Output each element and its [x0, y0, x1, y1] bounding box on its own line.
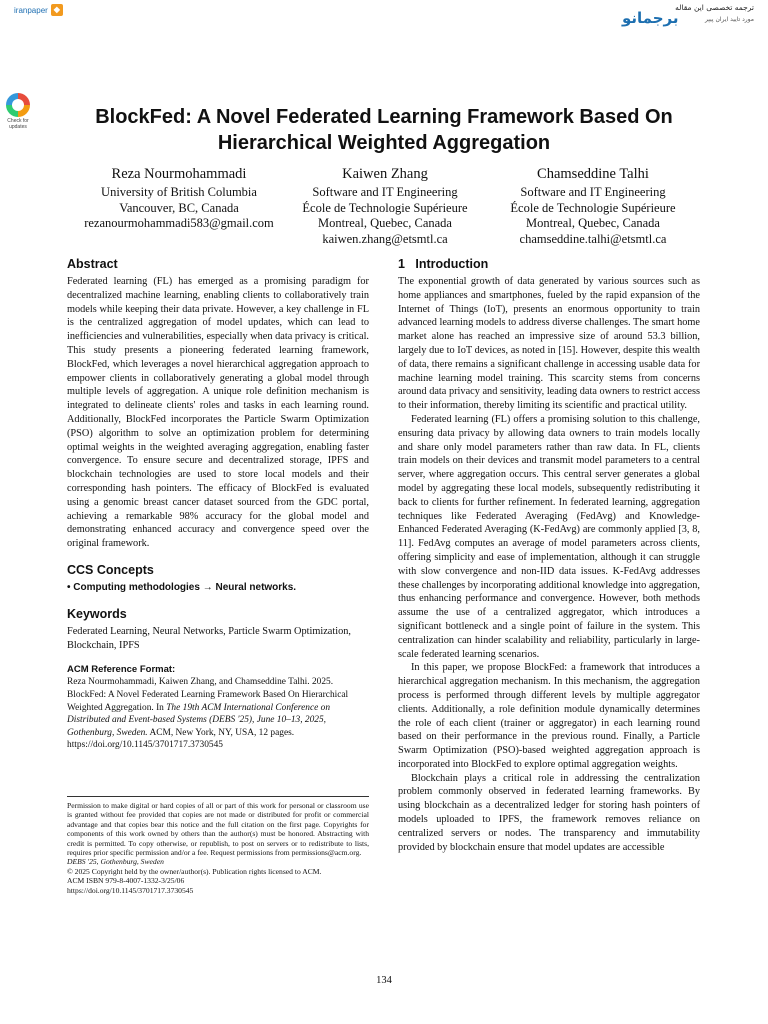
reference-venue: The 19th ACM International Conference on Distributed and Event-based Systems (DEBS '25), June 10–13, 2025, Gothenburg, Sweden.: [67, 702, 331, 738]
intro-paragraph: Federated learning (FL) offers a promising solution to this challenge, ensuring data privacy by allowing data owners to train models locally and share only model parameters rather than raw data. In FL, clients train models on their devices and transmit model parameters to a central server, where aggregation occurs. This central server generates a global model by aggregating these local models, subsequently redistributing it back to clients for further refinement. In federated learning, aggregation techniques like Federated Averaging (FedAvg) and Knowledge-Enhanced Federated Averaging (K-FedAvg) are commonly applied [3, 8, 11]. FedAvg computes an average of model parameters across clients, offering simplicity and ease of implementation, although it can struggle with slow convergence and non-IID data issues. K-FedAvg addresses these challenges by incorporating additional knowledge into aggregation, thus enhancing performance and convergence. However, both methods assume the use of a centralized aggregator, which introduces a significant bottleneck and a single point of failure in the system. This centralization can hinder scalability and reliability, particularly in large-scale federated learning scenarios.: [398, 413, 700, 660]
author-email[interactable]: rezanourmohammadi583@gmail.com: [84, 216, 274, 231]
translation-service-tagline: ترجمه تخصصی این مقاله: [675, 3, 754, 12]
author-affiliation: University of British Columbia: [101, 185, 257, 199]
permission-venue: DEBS '25, Gothenburg, Sweden: [67, 857, 164, 867]
intro-paragraph: In this paper, we propose BlockFed: a framework that introduces a hierarchical aggregation mechanism. In this mechanism, the aggregation process is performed through different levels by multiple aggregator clients. Additionally, a role definition module dynamically determines the role of each client (trainer or aggregator) in each learning round based on their performance in the previous round. Finally, a Particle Swarm Optimization (PSO)-based weighted aggregation approach is incorporated into BlockFed to explore optimal aggregation weights.: [398, 662, 700, 770]
left-column: [67, 256, 369, 752]
author-3: [490, 165, 696, 247]
keywords-heading: Keywords: [67, 606, 127, 621]
ccs-concepts: • Computing methodologies → Neural networks.: [67, 581, 297, 593]
reference-authors-title: Reza Nourmohammadi, Kaiwen Zhang, and Chamseddine Talhi. 2025. BlockFed: A Novel Federated Learning Framework Based On Hierarchical Weighted Aggregation. In: [67, 677, 349, 713]
check-for-updates-icon: [6, 93, 30, 117]
author-2: [285, 165, 485, 247]
intro-paragraph: Blockchain plays a critical role in addressing the centralization problem commonly observed in federated learning frameworks. By using blockchain as a decentralized ledger for storing hash pointers of models uploaded to IPFS, the framework removes reliance on centralized servers or nodes. The transparency and immutability provided by blockchain ensure that model updates are accessible: [398, 772, 700, 853]
author-location: Montreal, Quebec, Canada: [318, 216, 452, 231]
abstract-text: Federated learning (FL) has emerged as a promising paradigm for decentralized machine learning, enabling clients to collaboratively train models while keeping their data private. However, a key challenge in FL is the centralized aggregation of model updates, which can lead to inefficiencies and vulnerabilities, especially when data privacy is critical. This study presents a pioneering federated learning framework, BlockFed, which leverages a novel hierarchical aggregation approach to empower clients in collaboratively generating a global model through multiple levels of aggregation. A unique role definition mechanism is integrated to delineate clients' roles and tasks in each learning round. Additionally, BlockFed incorporates the Particle Swarm Optimization (PSO) algorithm to solve an optimization problem for determining optimal weights in the weighted averaging aggregation, enabling faster convergence. To ensure secure and decentralized storage, IPFS and blockchain technologies are used to store local models and their corresponding hash pointers. The efficacy of BlockFed is evaluated using a genomic breast cancer dataset sourced from the GDC portal, achieving a remarkable 98% accuracy for the global model and demonstrating enhanced accuracy and convergence speed over the original framework.: [67, 276, 369, 550]
translation-service-subtagline: مورد تایید ایران پیپر: [704, 16, 754, 23]
abstract-heading: Abstract: [67, 257, 118, 271]
right-column: [398, 256, 700, 854]
author-email[interactable]: kaiwen.zhang@etsmtl.ca: [322, 231, 448, 246]
author-name: Kaiwen Zhang: [342, 166, 428, 182]
top-banner: [0, 0, 768, 40]
check-for-updates-badge[interactable]: [4, 93, 32, 130]
translation-service-logo[interactable]: [622, 3, 754, 31]
paper-title: BlockFed: A Novel Federated Learning Framework Based On Hierarchical Weighted Aggregation: [95, 106, 673, 154]
author-email[interactable]: chamseddine.talhi@etsmtl.ca: [519, 231, 667, 246]
author-affiliation: École de Technologie Supérieure: [510, 200, 676, 215]
iranpaper-logo[interactable]: [14, 4, 63, 16]
author-name: Reza Nourmohammadi: [111, 166, 247, 182]
translation-service-brand: برجمانو: [622, 9, 679, 27]
acm-reference-heading: ACM Reference Format:: [67, 664, 176, 676]
author-name: Chamseddine Talhi: [537, 166, 649, 182]
author-1: [66, 165, 292, 232]
author-affiliation: Software and IT Engineering: [520, 185, 666, 199]
iranpaper-logo-icon: ◆: [51, 4, 63, 16]
page-number: 134: [376, 975, 392, 986]
permission-text: Permission to make digital or hard copies of all or part of this work for personal or classroom use is granted without fee provided that copies are not made or distributed for profit or commercial advantage and that copies bear this notice and the full citation on the first page. Copyrights for components of this work owned by others than the author(s) must be honored. Abstracting with credit is permitted. To copy otherwise, or republish, to post on servers or to redistribute to lists, requires prior specific permission and/or a fee. Request permissions from permissions@acm.org.: [67, 801, 369, 858]
acm-reference-text: [67, 676, 369, 752]
introduction-heading: 1 Introduction: [398, 257, 489, 271]
isbn-line: ACM ISBN 979-8-4007-1332-3/25/06: [67, 876, 185, 886]
ccs-heading: CCS Concepts: [67, 562, 154, 577]
permission-notice: [67, 796, 369, 895]
keywords-text: Federated Learning, Neural Networks, Particle Swarm Optimization, Blockchain, IPFS: [67, 625, 351, 651]
author-location: Vancouver, BC, Canada: [119, 200, 239, 215]
check-for-updates-label: Check for updates: [7, 118, 29, 130]
intro-paragraph: The exponential growth of data generated by various sources such as home appliances and smartphones, fueled by the rapid expansion of the Internet of Things (IoT), presents an enormous opportunity to train advanced learning models to address diverse challenges. The smart home market alone has reached an impressive size of around 53.3 billion, largely due to IoT devices, as noted in [15]. However, despite this wealth of data, there remains a significant challenge in accessing usable data for machine learning model training. This scarcity stems from concerns around data privacy and sensitivity, leading data owners to restrict access to their information, thereby limiting its scientific and practical utility.: [398, 276, 700, 412]
iranpaper-logo-text: iranpaper: [14, 5, 48, 15]
author-affiliation: École de Technologie Supérieure: [302, 200, 468, 215]
doi-link[interactable]: https://doi.org/10.1145/3701717.3730545: [67, 885, 194, 895]
author-affiliation: Software and IT Engineering: [312, 185, 458, 199]
copyright-line: © 2025 Copyright held by the owner/author(s). Publication rights licensed to ACM.: [67, 866, 322, 876]
author-location: Montreal, Quebec, Canada: [526, 216, 660, 231]
reference-publisher-doi: ACM, New York, NY, USA, 12 pages. https://doi.org/10.1145/3701717.3730545: [67, 727, 295, 751]
